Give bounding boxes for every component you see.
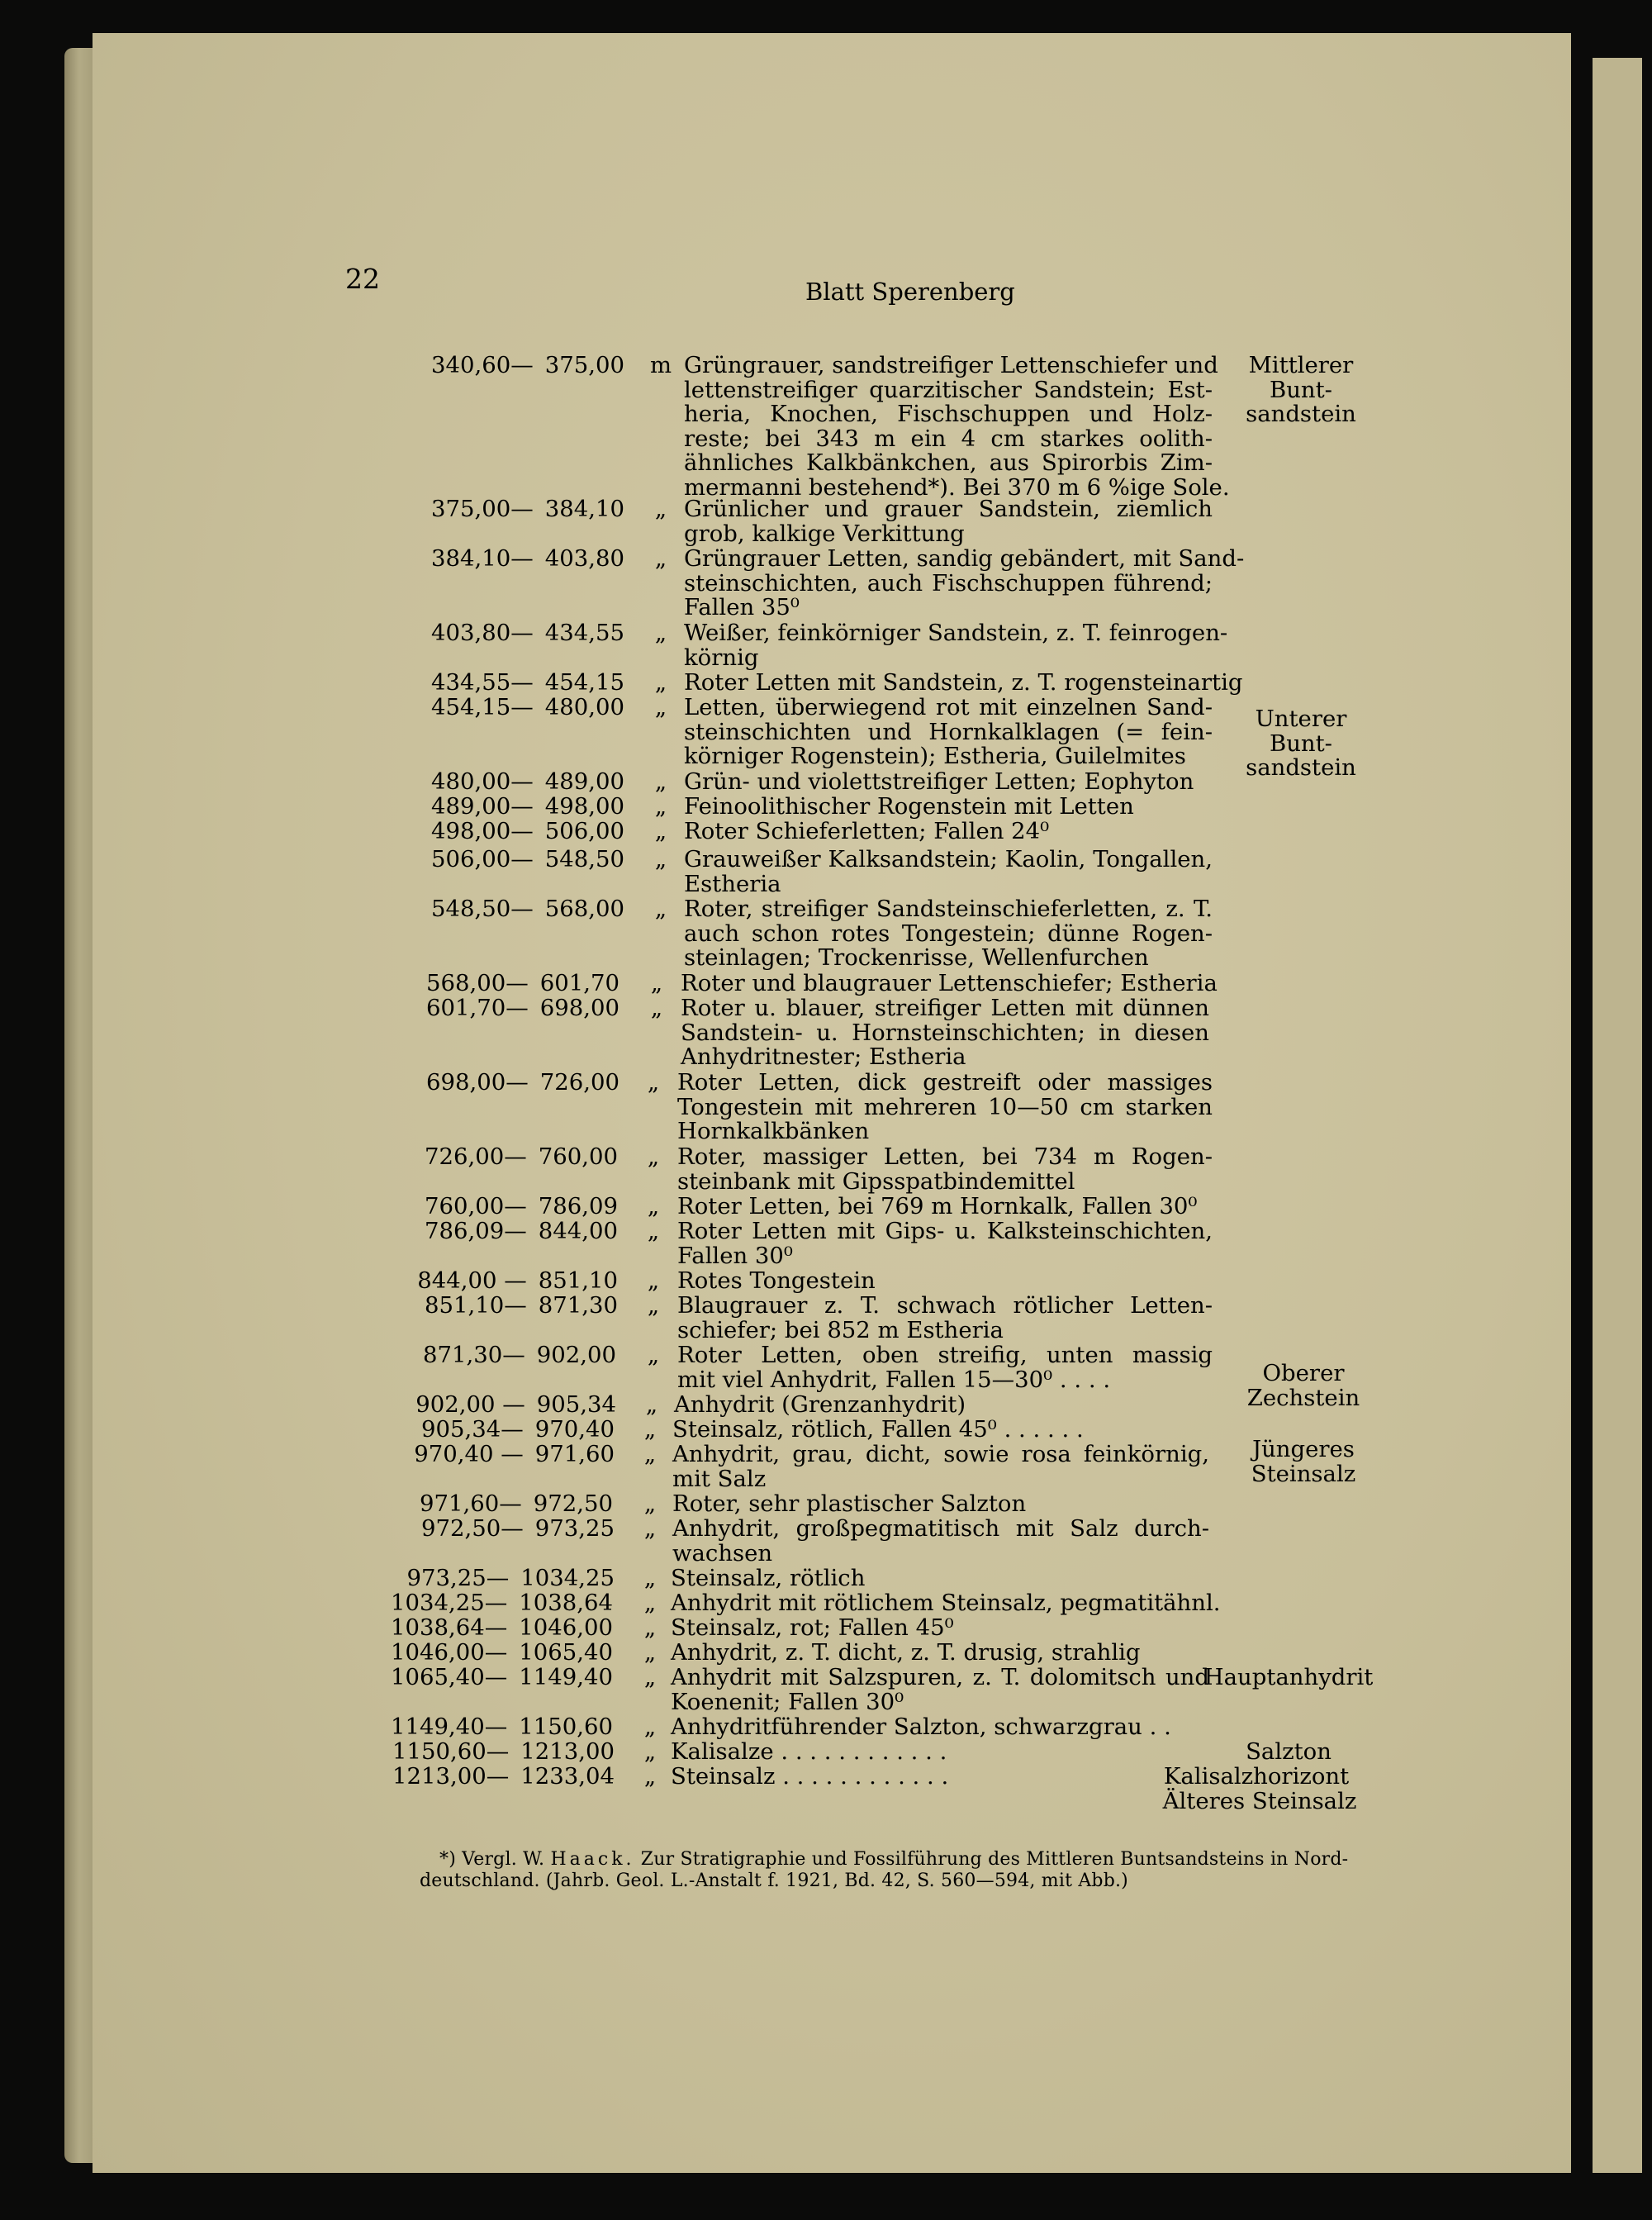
depth-range — [431, 621, 624, 646]
depth-from: 1065,40— — [391, 1664, 508, 1690]
depth-range — [421, 1517, 615, 1542]
description-line: Anhydrit mit rötlichem Steinsalz, pegmatitähnl. — [671, 1590, 1221, 1616]
ditto-mark: „ — [654, 694, 667, 720]
description-line: mit viel Anhydrit, Fallen 15—30⁰ . . . . — [677, 1366, 1111, 1393]
ditto-mark: „ — [643, 1614, 657, 1641]
ditto-mark: „ — [643, 1738, 657, 1765]
ditto-mark: „ — [643, 1490, 657, 1517]
ditto-mark: „ — [654, 545, 667, 572]
depth-from: 480,00— — [431, 768, 534, 795]
depth-from: 726,00— — [425, 1143, 527, 1170]
depth-from: 786,09— — [425, 1218, 527, 1244]
layer-description — [684, 848, 1213, 896]
layer-description — [677, 1145, 1213, 1194]
depth-to: 971,60 — [534, 1441, 615, 1467]
ditto-mark: „ — [643, 1714, 657, 1740]
ditto-mark: „ — [647, 1292, 660, 1319]
description-line: grob, kalkige Verkittung — [684, 520, 965, 547]
description-line: steinschichten und Hornkalklagen (= fein- — [684, 718, 1213, 745]
depth-range — [431, 820, 624, 844]
description-line: lettenstreifiger quarzitischer Sandstein; Est- — [684, 376, 1213, 403]
description-line: ähnliches Kalkbänkchen, aus Spirorbis Zim- — [684, 449, 1213, 477]
depth-to: 375,00 — [544, 352, 624, 378]
depth-from: 1213,00— — [392, 1763, 510, 1790]
layer-description — [674, 1393, 1209, 1418]
depth-from: 760,00— — [425, 1193, 527, 1219]
ditto-mark: „ — [643, 1590, 657, 1616]
depth-from: 384,10— — [431, 545, 534, 572]
stratigraphic-unit-label — [1221, 1362, 1386, 1410]
depth-range — [425, 1195, 618, 1219]
description-line: Blaugrauer z. T. schwach rötlicher Letten- — [677, 1292, 1213, 1319]
stratigraphic-label-line: sandstein — [1246, 401, 1356, 428]
stratigraphic-label-line: Bunt- — [1270, 376, 1332, 403]
depth-range — [423, 1343, 616, 1368]
description-line: Anhydrit, grau, dicht, sowie rosa feinkörnig, — [672, 1441, 1209, 1467]
ditto-mark: „ — [647, 1143, 660, 1170]
layer-description — [671, 1765, 1209, 1790]
description-line: körnig — [684, 644, 759, 671]
ditto-mark: „ — [654, 768, 667, 795]
ditto-mark: „ — [650, 970, 663, 996]
description-line: Roter, massiger Letten, bei 734 m Rogen- — [677, 1143, 1213, 1170]
depth-to: 970,40 — [534, 1416, 615, 1443]
depth-range — [425, 1219, 618, 1244]
depth-to: 1149,40 — [519, 1664, 613, 1690]
description-line: Roter u. blauer, streifiger Letten mit dünnen — [681, 995, 1209, 1021]
stratigraphic-label-line: Steinsalz — [1251, 1460, 1356, 1487]
depth-to: 434,55 — [544, 620, 624, 646]
layer-description — [672, 1492, 1209, 1517]
depth-range — [431, 354, 624, 378]
ditto-mark: „ — [643, 1441, 657, 1467]
layer-description — [684, 696, 1213, 769]
depth-range — [415, 1393, 616, 1418]
description-line: Kalisalze . . . . . . . . . . . . — [671, 1738, 947, 1765]
depth-from: 1046,00— — [391, 1639, 508, 1666]
depth-to: 844,00 — [538, 1218, 618, 1244]
ditto-mark: „ — [645, 1391, 658, 1418]
depth-to: 403,80 — [544, 545, 624, 572]
depth-to: 786,09 — [538, 1193, 618, 1219]
depth-range — [431, 497, 624, 522]
layer-description — [684, 620, 1228, 671]
description-line: Grüngrauer Letten, sandig gebändert, mit Sand- — [684, 545, 1245, 572]
depth-from: 498,00— — [431, 818, 534, 844]
depth-from: 902,00 — — [415, 1391, 525, 1418]
depth-to: 1038,64 — [519, 1590, 613, 1616]
layer-description — [671, 1740, 1209, 1765]
depth-to: 973,25 — [534, 1515, 615, 1542]
depth-from: 568,00— — [426, 970, 529, 996]
depth-from: 851,10— — [425, 1292, 527, 1319]
page-number: 22 — [345, 263, 380, 295]
description-line: heria, Knochen, Fischschuppen und Holz- — [684, 401, 1213, 428]
depth-range — [392, 1765, 615, 1790]
ditto-mark: „ — [647, 1193, 660, 1219]
description-line: Steinsalz . . . . . . . . . . . . — [671, 1763, 949, 1790]
depth-from: 970,40 — — [414, 1441, 524, 1467]
stratigraphic-unit-label — [1206, 1740, 1371, 1765]
depth-range — [391, 1591, 613, 1616]
layer-description — [672, 1443, 1209, 1491]
stratigraphic-label-line: Salzton — [1246, 1738, 1332, 1765]
layer-description — [671, 1616, 1209, 1641]
depth-to: 972,50 — [533, 1490, 613, 1517]
stratigraphic-unit-label — [1148, 1790, 1371, 1814]
description-line: Roter Schieferletten; Fallen 24⁰ — [684, 818, 1050, 844]
description-line: wachsen — [672, 1539, 773, 1566]
layer-description — [681, 996, 1209, 1070]
depth-range — [414, 1443, 615, 1467]
ditto-mark: „ — [643, 1515, 657, 1542]
stratigraphic-label-line: sandstein — [1246, 754, 1356, 782]
description-line: reste; bei 343 m ein 4 cm starkes oolith- — [684, 425, 1213, 452]
description-line: Letten, überwiegend rot mit einzelnen Sand- — [684, 694, 1213, 720]
depth-range — [431, 795, 624, 820]
description-line: Grauweißer Kalksandstein; Kaolin, Tongallen, — [684, 846, 1213, 872]
ditto-mark: „ — [654, 669, 667, 696]
ditto-mark: „ — [654, 818, 667, 844]
depth-to: 1065,40 — [519, 1639, 613, 1666]
stratigraphic-unit-label — [1189, 1666, 1388, 1690]
ditto-mark: „ — [647, 1267, 660, 1294]
layer-description — [671, 1641, 1209, 1666]
layer-description — [677, 1071, 1213, 1144]
depth-to: 384,10 — [544, 496, 624, 522]
stratigraphic-label-line: Unterer — [1255, 706, 1347, 732]
layer-description — [684, 795, 1213, 820]
description-line: Anhydrit, großpegmatitisch mit Salz durch- — [672, 1515, 1209, 1542]
depth-to: 851,10 — [538, 1267, 618, 1294]
stratigraphic-unit-label — [1221, 1438, 1386, 1486]
description-line: Anhydritführender Salzton, schwarzgrau . . — [671, 1714, 1171, 1740]
footnote-line1: Zur Stratigraphie und Fossilführung des Mittleren Buntsandsteins in Nord- — [640, 1849, 1349, 1870]
depth-to: 480,00 — [544, 694, 624, 720]
description-line: Hornkalkbänken — [677, 1118, 870, 1145]
ditto-mark: „ — [654, 896, 667, 922]
stratigraphic-label-line: Mittlerer — [1248, 352, 1354, 378]
depth-range — [431, 848, 624, 872]
description-line: Roter Letten mit Sandstein, z. T. rogensteinartig — [684, 669, 1243, 696]
description-line: Steinsalz, rot; Fallen 45⁰ — [671, 1614, 954, 1641]
layer-description — [672, 1418, 1209, 1443]
depth-range — [420, 1492, 613, 1517]
depth-to: 1233,04 — [520, 1763, 615, 1790]
stratigraphic-unit-label — [1218, 354, 1384, 427]
depth-to: 698,00 — [539, 995, 620, 1021]
description-line: Anhydrit (Grenzanhydrit) — [674, 1391, 966, 1418]
depth-to: 548,50 — [544, 846, 624, 872]
layer-description — [684, 352, 1230, 501]
description-line: Grün- und violettstreifiger Letten; Eophyton — [684, 768, 1194, 795]
description-line: Anhydritnester; Estheria — [681, 1043, 966, 1071]
layer-description — [681, 970, 1218, 996]
layer-description — [684, 897, 1213, 971]
depth-range — [417, 1269, 618, 1294]
depth-to: 1046,00 — [519, 1614, 613, 1641]
description-line: Grünlicher und grauer Sandstein, ziemlich — [684, 496, 1213, 522]
description-line: Fallen 30⁰ — [677, 1242, 793, 1269]
depth-range — [391, 1641, 613, 1666]
depth-to: 871,30 — [538, 1292, 618, 1319]
depth-from: 905,34— — [421, 1416, 524, 1443]
depth-range — [391, 1666, 613, 1690]
footnote-line2: deutschland. (Jahrb. Geol. L.-Anstalt f. 1921, Bd. 42, S. 560—594, mit Abb.) — [420, 1871, 1128, 1891]
depth-from: 971,60— — [420, 1490, 522, 1517]
depth-from: 506,00— — [431, 846, 534, 872]
depth-from: 340,60— — [431, 352, 534, 378]
description-line: Anhydrit, z. T. dicht, z. T. drusig, strahlig — [671, 1639, 1141, 1666]
description-line: Roter und blaugrauer Lettenschiefer; Estheria — [681, 970, 1218, 996]
depth-from: 434,55— — [431, 669, 534, 696]
layer-description — [677, 1343, 1213, 1392]
depth-to: 601,70 — [539, 970, 620, 996]
ditto-mark: „ — [643, 1763, 657, 1790]
depth-from: 548,50— — [431, 896, 534, 922]
description-line: Anhydrit mit Salzspuren, z. T. dolomitsch und — [671, 1664, 1209, 1690]
depth-from: 972,50— — [421, 1515, 524, 1542]
depth-range — [431, 770, 624, 795]
depth-range — [431, 897, 624, 922]
stratigraphic-label-line: Jüngeres — [1252, 1436, 1355, 1462]
ditto-mark: „ — [654, 620, 667, 646]
depth-from: 1038,64— — [391, 1614, 508, 1641]
layer-description — [671, 1590, 1221, 1616]
depth-to: 760,00 — [538, 1143, 618, 1170]
stratigraphic-unit-label — [1218, 707, 1384, 781]
layer-description — [684, 497, 1213, 546]
layer-description — [684, 545, 1245, 621]
description-line: Koenenit; Fallen 30⁰ — [671, 1688, 904, 1715]
ditto-mark: „ — [643, 1565, 657, 1591]
ditto-mark: „ — [650, 995, 663, 1021]
depth-to: 902,00 — [536, 1342, 616, 1368]
depth-to: 568,00 — [544, 896, 624, 922]
depth-range — [425, 1145, 618, 1170]
next-page-edge — [1593, 58, 1642, 2173]
stratigraphic-label-line: Oberer — [1262, 1360, 1345, 1386]
description-line: Roter Letten, bei 769 m Hornkalk, Fallen 30⁰ — [677, 1193, 1198, 1219]
ditto-mark: „ — [654, 846, 667, 872]
description-line: Estheria — [684, 870, 781, 897]
depth-to: 454,15 — [544, 669, 624, 696]
depth-range — [426, 1071, 620, 1096]
description-line: Feinoolithischer Rogenstein mit Letten — [684, 793, 1134, 820]
description-line: Roter, sehr plastischer Salzton — [672, 1490, 1027, 1517]
depth-from: 973,25— — [406, 1565, 510, 1591]
stratigraphic-label-line: Bunt- — [1270, 730, 1332, 757]
ditto-mark: „ — [647, 1342, 660, 1368]
stratigraphic-label-line: Zechstein — [1246, 1384, 1360, 1411]
depth-to: 1150,60 — [519, 1714, 613, 1740]
depth-from: 1034,25— — [391, 1590, 508, 1616]
layer-description — [677, 1219, 1213, 1268]
description-line: steinschichten, auch Fischschuppen führend; — [684, 569, 1213, 597]
description-line: Roter Letten mit Gips- u. Kalksteinschichten, — [677, 1218, 1213, 1244]
description-line: mit Salz — [672, 1465, 767, 1492]
depth-range — [425, 1294, 618, 1319]
depth-range — [407, 1566, 615, 1591]
description-line: schiefer; bei 852 m Estheria — [677, 1316, 1004, 1343]
unit-label: m — [649, 352, 672, 378]
depth-from: 489,00— — [431, 793, 534, 820]
stratigraphic-label-line: Hauptanhydrit — [1203, 1664, 1374, 1690]
depth-range — [431, 547, 624, 572]
layer-description — [684, 770, 1213, 795]
layer-description — [677, 1269, 1213, 1294]
depth-to: 1213,00 — [520, 1738, 615, 1765]
depth-range — [426, 996, 620, 1021]
layer-description — [677, 1294, 1213, 1343]
description-line: körniger Rogenstein); Estheria, Guilelmites — [684, 743, 1186, 770]
description-line: Sandstein- u. Hornsteinschichten; in diesen — [681, 1019, 1209, 1046]
depth-to: 1034,25 — [520, 1565, 615, 1591]
depth-from: 1149,40— — [391, 1714, 508, 1740]
depth-to: 506,00 — [544, 818, 624, 844]
layer-description — [677, 1195, 1213, 1219]
description-line: Grüngrauer, sandstreifiger Lettenschiefer und — [684, 352, 1218, 378]
depth-to: 726,00 — [539, 1069, 620, 1096]
layer-description — [672, 1517, 1209, 1566]
depth-range — [391, 1616, 613, 1641]
description-line: Roter, streifiger Sandsteinschieferletten, z. T. — [684, 896, 1213, 922]
depth-from: 698,00— — [426, 1069, 529, 1096]
ditto-mark: „ — [654, 793, 667, 820]
stratigraphic-unit-label — [1153, 1765, 1360, 1790]
depth-to: 489,00 — [544, 768, 624, 795]
ditto-mark: „ — [647, 1218, 660, 1244]
depth-from: 454,15— — [431, 694, 534, 720]
ditto-mark: „ — [647, 1069, 660, 1096]
depth-from: 1150,60— — [392, 1738, 510, 1765]
ditto-mark: „ — [643, 1664, 657, 1690]
stratigraphic-label-line: Kalisalzhorizont — [1163, 1763, 1350, 1790]
description-line: Fallen 35⁰ — [684, 594, 800, 621]
layer-description — [671, 1715, 1209, 1740]
description-line: mermanni bestehend*). Bei 370 m 6 %ige Sole. — [684, 473, 1230, 501]
depth-from: 403,80— — [431, 620, 534, 646]
ditto-mark: „ — [643, 1639, 657, 1666]
depth-to: 498,00 — [544, 793, 624, 820]
description-line: Steinsalz, rötlich — [671, 1565, 866, 1591]
depth-range — [421, 1418, 615, 1443]
layer-description — [684, 820, 1213, 844]
ditto-mark: „ — [643, 1416, 657, 1443]
depth-from: 601,70— — [426, 995, 529, 1021]
depth-range — [392, 1740, 615, 1765]
description-line: Roter Letten, oben streifig, unten massig — [677, 1342, 1213, 1368]
depth-range — [391, 1715, 613, 1740]
depth-range — [431, 671, 624, 696]
description-line: Roter Letten, dick gestreift oder massiges — [677, 1069, 1213, 1096]
footnote-author: Haack. — [550, 1849, 635, 1870]
description-line: Steinsalz, rötlich, Fallen 45⁰ . . . . . . — [672, 1416, 1084, 1443]
description-line: auch schon rotes Tongestein; dünne Rogen- — [684, 920, 1213, 947]
depth-range — [426, 972, 620, 996]
footnote-mark: *) Vergl. W. — [439, 1849, 545, 1870]
stratigraphic-label-line: Älteres Steinsalz — [1162, 1788, 1357, 1814]
layer-description — [671, 1566, 1209, 1591]
depth-from: 844,00 — — [417, 1267, 527, 1294]
ditto-mark: „ — [654, 496, 667, 522]
depth-to: 905,34 — [536, 1391, 616, 1418]
description-line: steinlagen; Trockenrisse, Wellenfurchen — [684, 944, 1149, 972]
running-head: Blatt Sperenberg — [805, 278, 1015, 306]
description-line: Rotes Tongestein — [677, 1267, 876, 1294]
depth-from: 871,30— — [423, 1342, 525, 1368]
description-line: Tongestein mit mehreren 10—50 cm starken — [677, 1093, 1213, 1120]
description-line: steinbank mit Gipsspatbindemittel — [677, 1167, 1075, 1195]
depth-from: 375,00— — [431, 496, 534, 522]
layer-description — [671, 1666, 1209, 1714]
depth-range — [431, 696, 624, 720]
description-line: Weißer, feinkörniger Sandstein, z. T. feinrogen- — [684, 620, 1228, 646]
layer-description — [684, 669, 1243, 696]
